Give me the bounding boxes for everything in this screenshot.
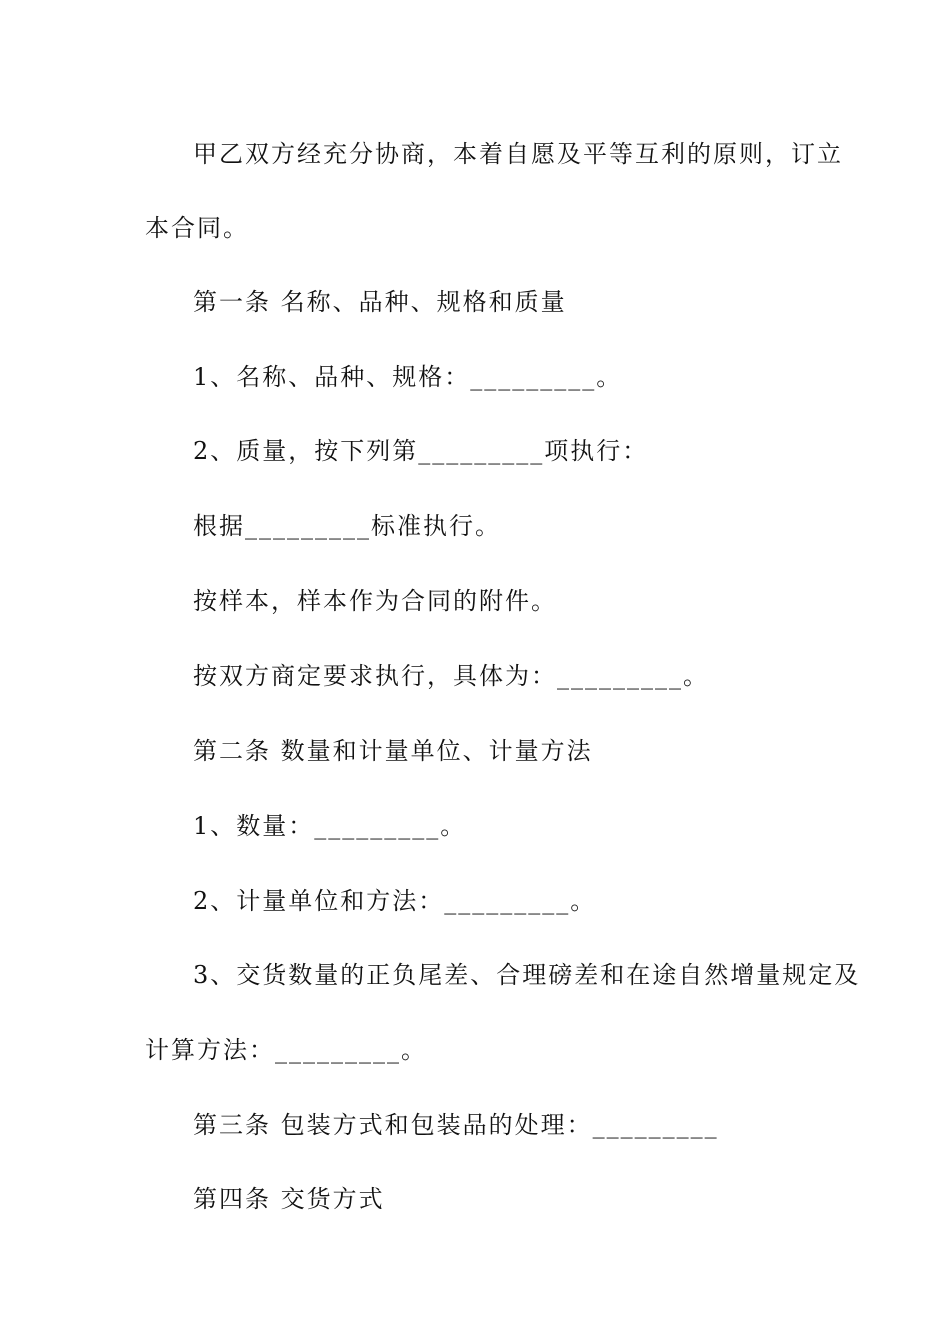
article-1-item-1: 1、名称、品种、规格：_________。 bbox=[193, 363, 623, 391]
quality-option-agreed: 按双方商定要求执行，具体为：_________。 bbox=[193, 662, 709, 690]
article-3-heading: 第三条 包装方式和包装品的处理：_________ bbox=[193, 1111, 719, 1139]
article-1-heading: 第一条 名称、品种、规格和质量 bbox=[193, 288, 567, 316]
quality-option-standard: 根据_________标准执行。 bbox=[193, 512, 501, 540]
paragraph-intro-line-1: 甲乙双方经充分协商，本着自愿及平等互利的原则，订立 bbox=[193, 140, 843, 168]
paragraph-intro-line-2: 本合同。 bbox=[145, 214, 249, 242]
article-2-item-3-line-2: 计算方法：_________。 bbox=[145, 1036, 427, 1064]
article-2-item-1: 1、数量：_________。 bbox=[193, 812, 467, 840]
article-2-item-2: 2、计量单位和方法：_________。 bbox=[193, 887, 597, 915]
quality-option-sample: 按样本，样本作为合同的附件。 bbox=[193, 587, 557, 615]
article-1-item-2: 2、质量，按下列第_________项执行： bbox=[193, 437, 649, 465]
article-2-item-3-line-1: 3、交货数量的正负尾差、合理磅差和在途自然增量规定及 bbox=[193, 961, 861, 989]
article-2-heading: 第二条 数量和计量单位、计量方法 bbox=[193, 737, 593, 765]
article-4-heading: 第四条 交货方式 bbox=[193, 1185, 385, 1213]
